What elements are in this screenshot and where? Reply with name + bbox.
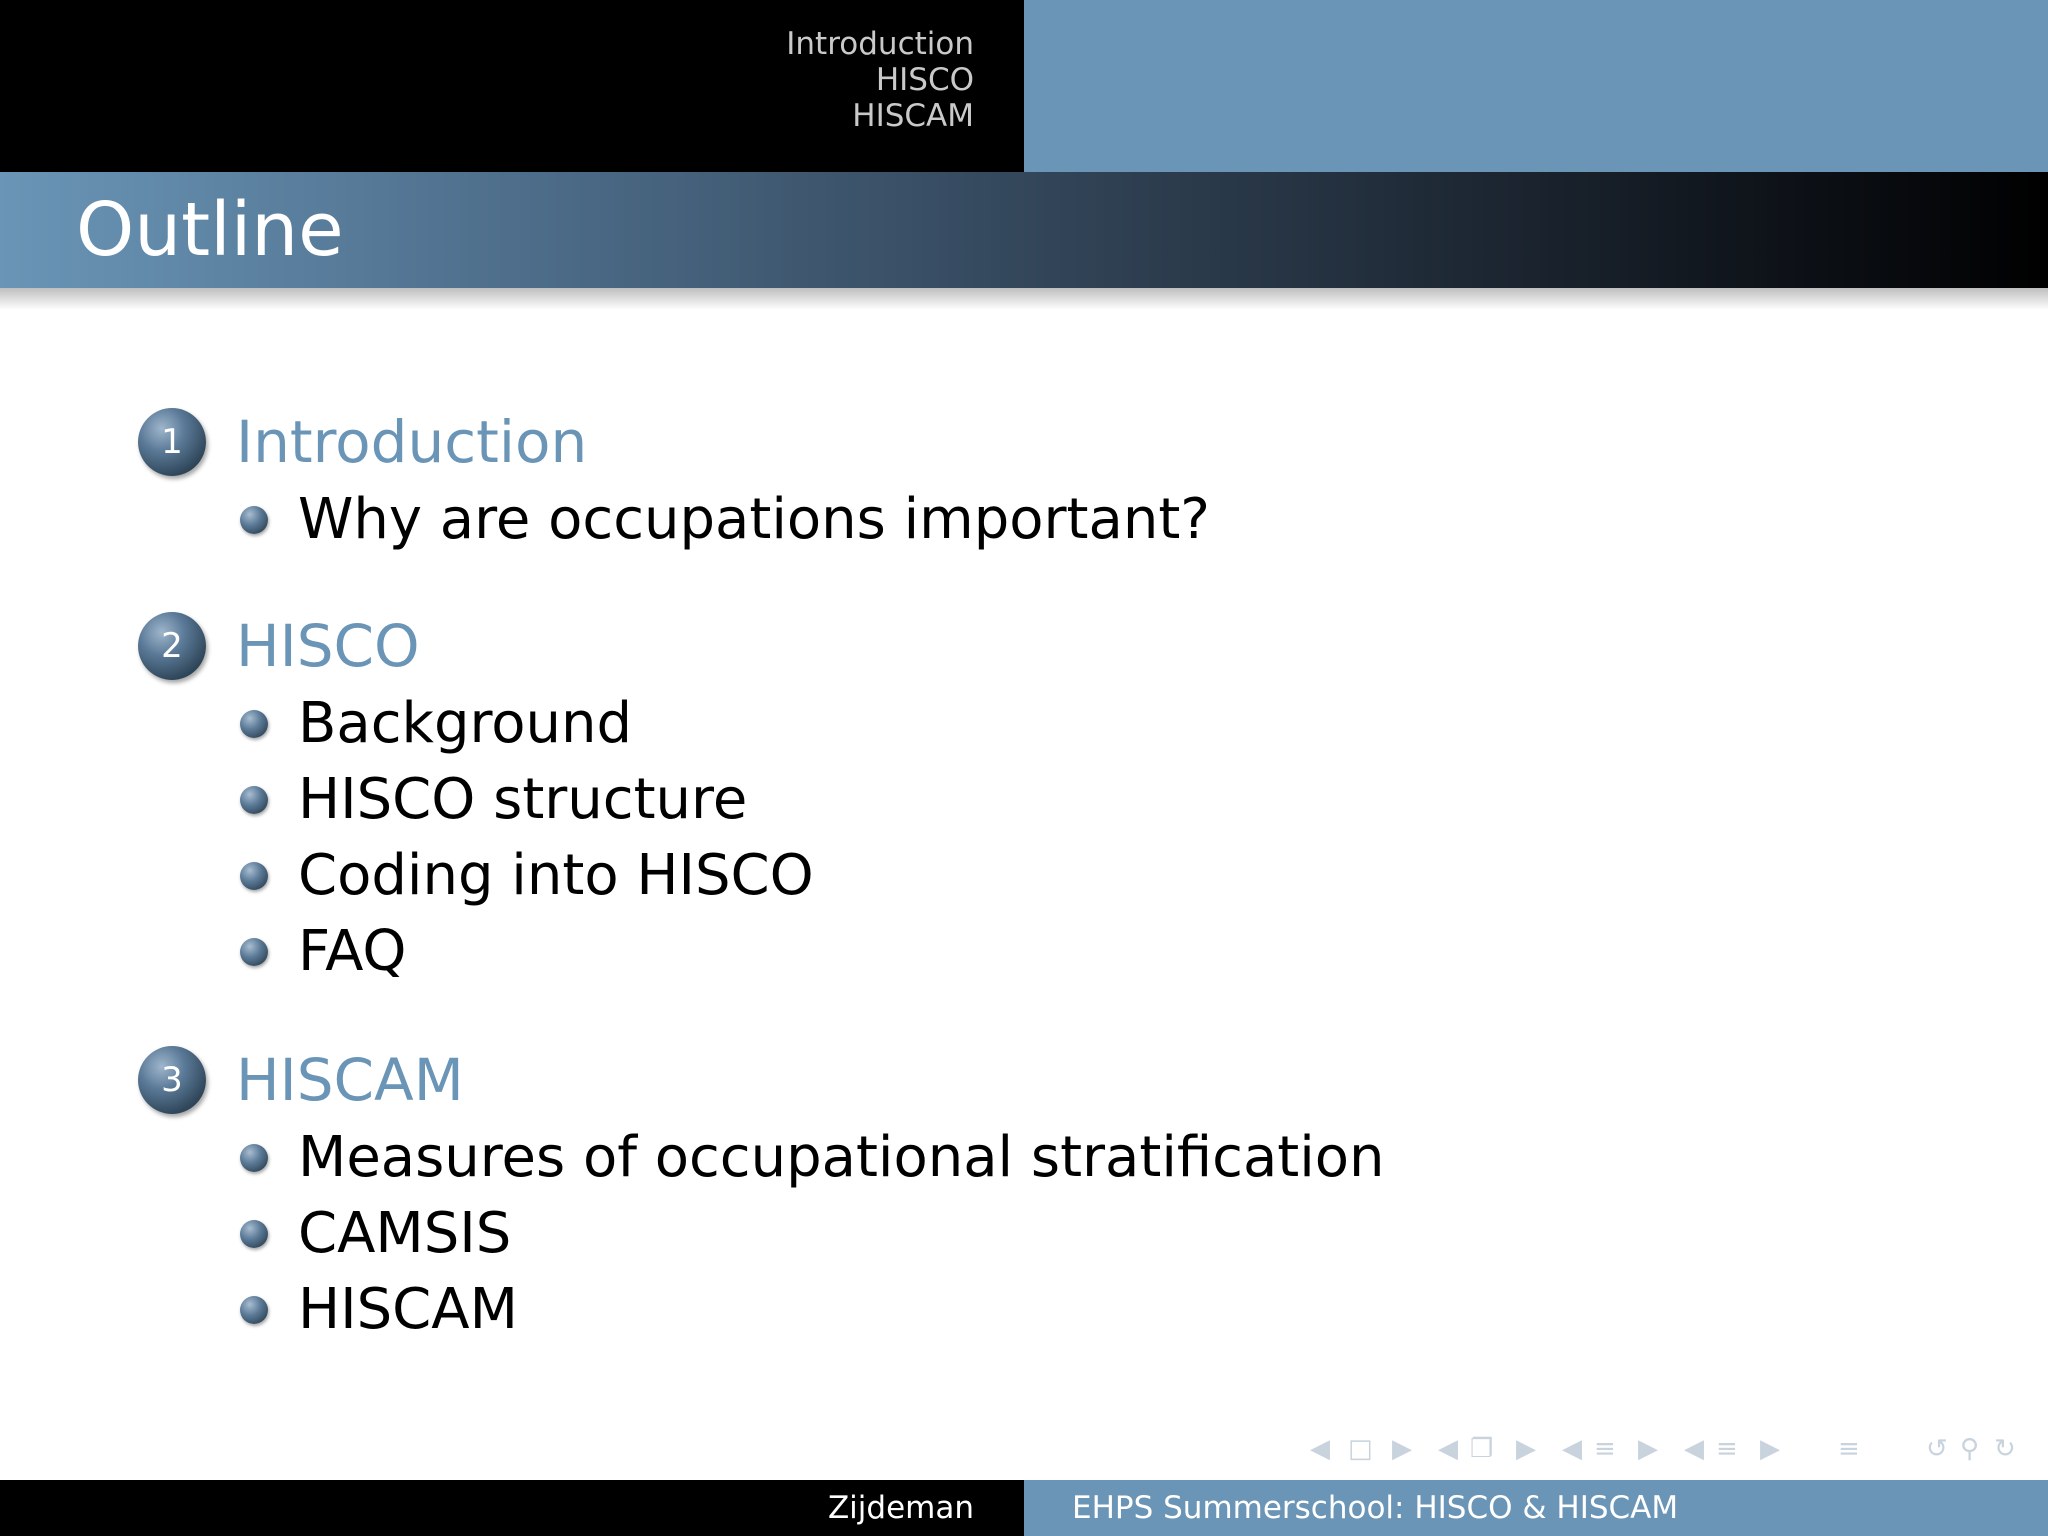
bullet-icon: [240, 938, 268, 966]
frame-title: Outline: [76, 187, 344, 273]
slide-icon[interactable]: ≡: [1716, 1434, 1738, 1464]
bullet-icon: [240, 786, 268, 814]
nav-section-hisco[interactable]: HISCO: [875, 62, 974, 98]
section-title-hisco[interactable]: HISCO: [236, 612, 420, 680]
bullet-icon: [240, 862, 268, 890]
bullet-icon: [240, 710, 268, 738]
frame-icon[interactable]: □: [1348, 1434, 1373, 1464]
footline-author-band: [0, 1480, 1024, 1536]
subsection-label: Coding into HISCO: [298, 843, 814, 908]
prev-slide-icon[interactable]: ◀: [1684, 1434, 1704, 1464]
section-number-badge: 1: [138, 408, 206, 476]
nav-section-introduction[interactable]: Introduction: [786, 26, 974, 62]
bullet-icon: [240, 1296, 268, 1324]
subsection-icon[interactable]: ❐: [1470, 1434, 1494, 1464]
prev-frame-icon[interactable]: ◀: [1310, 1434, 1330, 1464]
document-icon[interactable]: ≡: [1838, 1434, 1860, 1464]
section-title-hiscam[interactable]: HISCAM: [236, 1046, 464, 1114]
section-icon[interactable]: ≡: [1594, 1434, 1616, 1464]
subsection-label: HISCO structure: [298, 767, 748, 832]
search-icon[interactable]: ⚲: [1960, 1434, 1980, 1464]
subsection-label: Why are occupations important?: [298, 487, 1210, 552]
section-number-badge: 2: [138, 612, 206, 680]
next-subsection-icon[interactable]: ▶: [1516, 1434, 1536, 1464]
back-icon[interactable]: ↺: [1926, 1434, 1948, 1464]
bullet-icon: [240, 1144, 268, 1172]
nav-section-hiscam[interactable]: HISCAM: [852, 98, 974, 134]
forward-icon[interactable]: ↻: [1994, 1434, 2016, 1464]
subsection-label: FAQ: [298, 919, 407, 984]
bullet-icon: [240, 1220, 268, 1248]
subsection-label: CAMSIS: [298, 1201, 512, 1266]
footer-author: Zijdeman: [827, 1490, 974, 1526]
prev-section-icon[interactable]: ◀: [1562, 1434, 1582, 1464]
subsection-label: Measures of occupational stratification: [298, 1125, 1385, 1190]
next-section-icon[interactable]: ▶: [1638, 1434, 1658, 1464]
footline-title-band: [1024, 1480, 2048, 1536]
section-number-badge: 3: [138, 1046, 206, 1114]
section-title-introduction[interactable]: Introduction: [236, 408, 588, 476]
footer-title: EHPS Summerschool: HISCO & HISCAM: [1072, 1490, 1679, 1526]
next-frame-icon[interactable]: ▶: [1392, 1434, 1412, 1464]
subsection-label: Background: [298, 691, 633, 756]
subsection-label: HISCAM: [298, 1277, 518, 1342]
prev-subsection-icon[interactable]: ◀: [1438, 1434, 1458, 1464]
navigation-symbols: [1310, 1432, 2030, 1466]
next-slide-icon[interactable]: ▶: [1760, 1434, 1780, 1464]
bullet-icon: [240, 506, 268, 534]
